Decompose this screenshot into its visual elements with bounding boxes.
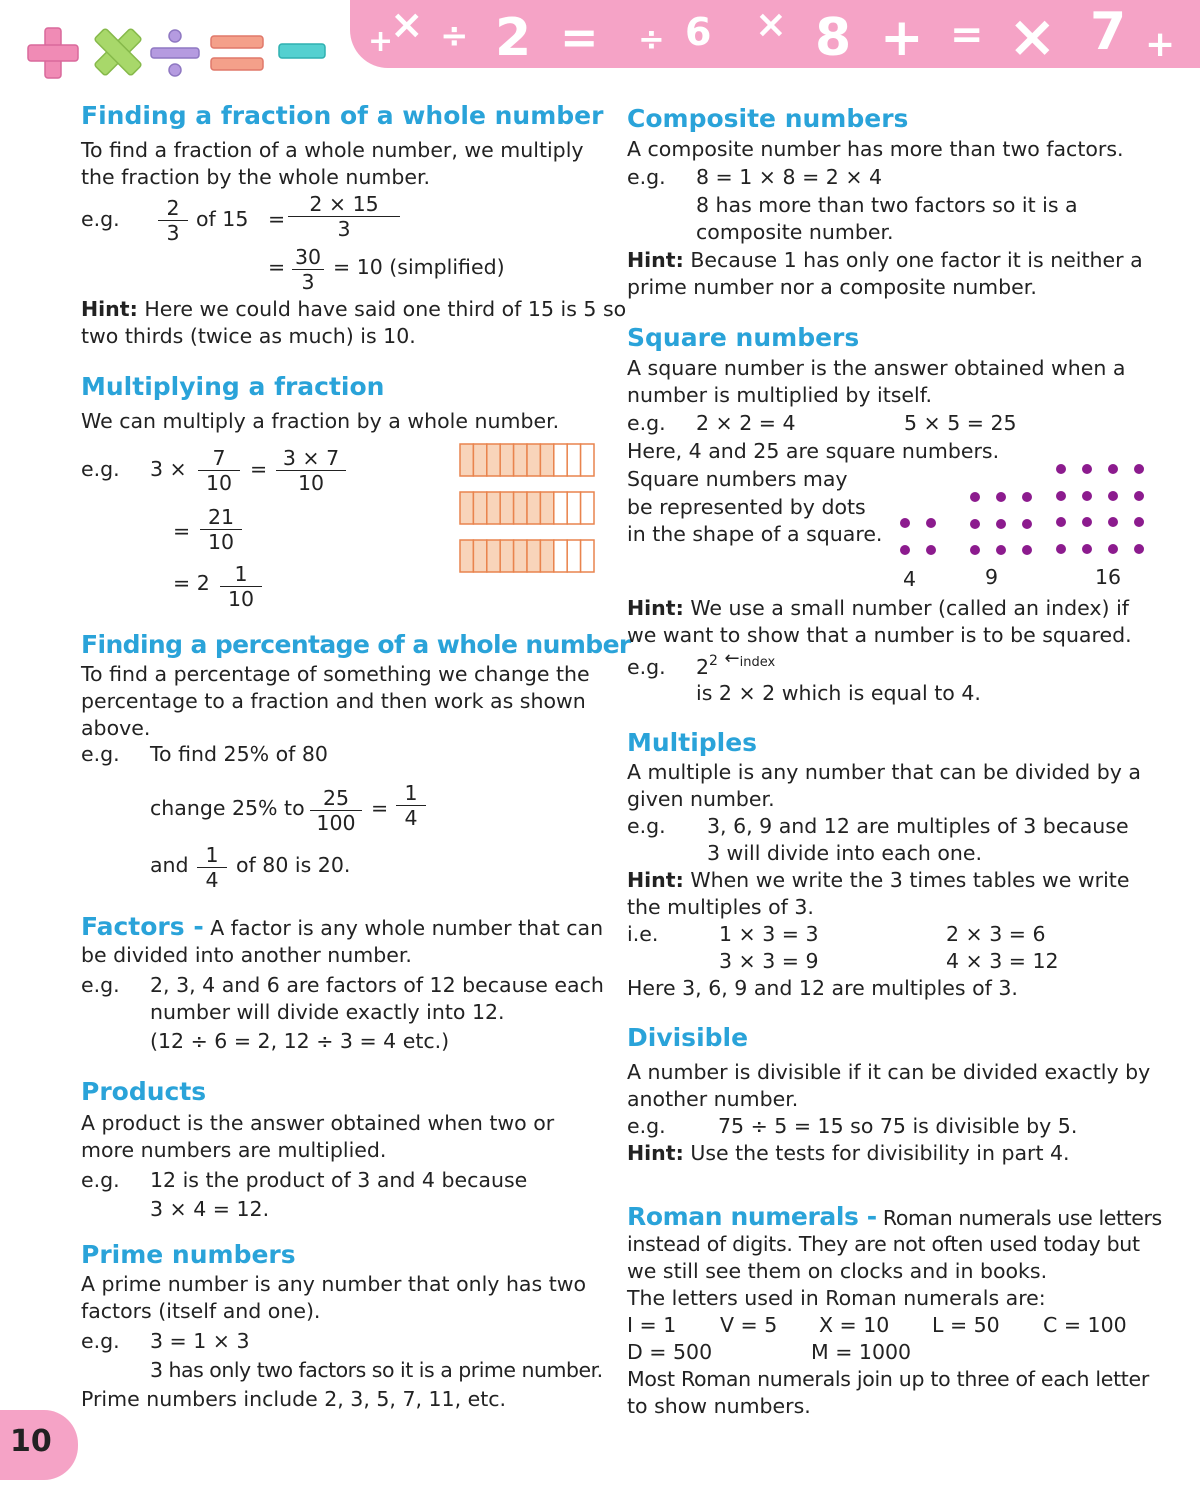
hint-label: Hint:	[627, 868, 684, 892]
hint-label: Hint:	[81, 297, 138, 321]
text: of 80 is 20.	[236, 853, 351, 877]
text: in the shape of a square.	[627, 522, 883, 546]
paragraph-line: the fraction by the whole number.	[81, 165, 431, 189]
paragraph-line: percentage to a fraction and then work as shown	[81, 689, 586, 713]
roman-value: M = 1000	[811, 1340, 912, 1364]
math-symbols-icon	[25, 22, 335, 84]
square-dot	[1022, 492, 1032, 502]
denominator: 3	[337, 217, 351, 241]
heading: Square numbers	[627, 323, 860, 352]
fraction	[288, 192, 400, 241]
text: number will divide exactly into 12.	[150, 1000, 505, 1024]
paragraph-line: The letters used in Roman numerals are:	[627, 1286, 1046, 1310]
paragraph-line: above.	[81, 716, 151, 740]
square-dot	[900, 518, 910, 528]
square-dot	[970, 519, 980, 529]
square-dot	[996, 519, 1006, 529]
banner-six: 6	[685, 10, 712, 54]
hint-text: the multiples of 3.	[627, 895, 814, 919]
minus-icon	[279, 44, 325, 58]
text: = 2	[173, 571, 210, 595]
dot-label: 9	[985, 565, 999, 589]
banner-plus-icon: +	[368, 24, 394, 59]
paragraph-line: be divided into another number.	[81, 943, 412, 967]
hint-text: prime number nor a composite number.	[627, 275, 1037, 299]
square-dot	[900, 545, 910, 555]
square-dot	[1134, 464, 1144, 474]
heading: Composite numbers	[627, 104, 909, 133]
roman-value: L = 50	[932, 1313, 1000, 1337]
heading: Prime numbers	[81, 1240, 296, 1269]
empty-tenth	[581, 444, 594, 476]
square-dot	[1022, 545, 1032, 555]
text: 3 × 4 = 12.	[150, 1197, 270, 1221]
numerator: 1	[396, 781, 426, 806]
square-dot	[970, 492, 980, 502]
banner-equals-icon: =	[560, 10, 599, 64]
square-dot	[1108, 517, 1118, 527]
text: 3 will divide into each one.	[707, 841, 983, 865]
banner-divide-icon: ÷	[638, 20, 665, 58]
text: Prime numbers include 2, 3, 5, 7, 11, etc.	[81, 1387, 507, 1411]
denominator: 4	[205, 868, 219, 892]
empty-tenth	[554, 492, 567, 524]
heading: Products	[81, 1077, 207, 1106]
empty-tenth	[554, 444, 567, 476]
text: 3 ×	[150, 457, 187, 481]
banner-glyphs	[360, 2, 1200, 70]
text: and	[150, 853, 189, 877]
paragraph-line: more numbers are multiplied.	[81, 1138, 387, 1162]
text: 5 × 5 = 25	[904, 411, 1017, 435]
times-icon	[81, 22, 155, 84]
shaded-tenth	[527, 444, 540, 476]
square-dot	[1056, 544, 1066, 554]
text: composite number.	[696, 220, 894, 244]
numerator: 25	[310, 786, 362, 811]
paragraph-line: To find a fraction of a whole number, we multiply	[81, 138, 584, 162]
divide-icon	[151, 30, 199, 76]
banner-eight: 8	[815, 8, 852, 68]
paragraph-line: A product is the answer obtained when two or	[81, 1111, 555, 1135]
banner-divide-icon: ÷	[440, 16, 469, 56]
index-arrow-icon: ←	[724, 648, 740, 669]
paragraph-line: we still see them on clocks and in books.	[627, 1259, 1048, 1283]
numerator: 1	[197, 843, 227, 868]
text: 8 = 1 × 8 = 2 × 4	[696, 165, 883, 189]
square-dot	[1082, 464, 1092, 474]
tenths-bars-diagram	[458, 442, 600, 574]
paragraph-line: instead of digits. They are not often used today but	[627, 1232, 1140, 1256]
text: of 15	[196, 207, 249, 231]
paragraph-line: A prime number is any number that only has two	[81, 1272, 587, 1296]
shaded-tenth	[487, 540, 500, 572]
square-dot	[1022, 519, 1032, 529]
equals-sign: =	[173, 519, 191, 543]
roman-value: C = 100	[1043, 1313, 1127, 1337]
fraction	[220, 562, 262, 611]
paragraph-line: To find a percentage of something we change the	[81, 662, 590, 686]
text: Square numbers may	[627, 467, 848, 491]
empty-tenth	[567, 540, 580, 572]
empty-tenth	[567, 444, 580, 476]
fraction	[310, 786, 362, 835]
text: 12 is the product of 3 and 4 because	[150, 1168, 528, 1192]
numerator: 7	[198, 446, 240, 471]
square-dot	[996, 545, 1006, 555]
banner-two: 2	[495, 8, 532, 68]
shaded-tenth	[487, 492, 500, 524]
shaded-tenth	[473, 492, 486, 524]
shaded-tenth	[527, 540, 540, 572]
numerator: 1	[220, 562, 262, 587]
hint-text: Here we could have said one third of 15 is 5 so	[144, 297, 627, 321]
denominator: 100	[316, 811, 356, 835]
shaded-tenth	[500, 444, 513, 476]
banner-times-icon: ×	[1008, 2, 1057, 70]
square-dot	[1082, 517, 1092, 527]
square-dot	[1134, 544, 1144, 554]
shaded-tenth	[540, 492, 553, 524]
eg-label: e.g.	[627, 814, 666, 838]
paragraph-line: Most Roman numerals join up to three of each letter	[627, 1367, 1149, 1391]
paragraph-line: to show numbers.	[627, 1394, 811, 1418]
banner-times-icon: ×	[390, 2, 424, 48]
text: 3 = 1 × 3	[150, 1329, 250, 1353]
text: is 2 × 2 which is equal to 4.	[696, 681, 981, 705]
shaded-tenth	[514, 540, 527, 572]
shaded-tenth	[540, 540, 553, 572]
shaded-tenth	[527, 492, 540, 524]
text: (12 ÷ 6 = 2, 12 ÷ 3 = 4 etc.)	[150, 1029, 450, 1053]
text: Here, 4 and 25 are square numbers.	[627, 439, 1000, 463]
fraction	[200, 505, 242, 554]
shaded-tenth	[500, 492, 513, 524]
roman-value: I = 1	[627, 1313, 677, 1337]
shaded-tenth	[460, 492, 473, 524]
paragraph-line: factors (itself and one).	[81, 1299, 321, 1323]
roman-value: D = 500	[627, 1340, 713, 1364]
paragraph-line: A composite number has more than two factors.	[627, 137, 1124, 161]
hint-text: Because 1 has only one factor it is neither a	[690, 248, 1143, 272]
text: 8 has more than two factors so it is a	[696, 193, 1078, 217]
banner-plus-icon: +	[1145, 24, 1176, 65]
hint-label: Hint:	[627, 1141, 684, 1165]
roman-value: X = 10	[819, 1313, 890, 1337]
base: 2	[696, 655, 710, 679]
hint-text: When we write the 3 times tables we write	[690, 868, 1130, 892]
square-dot	[1056, 517, 1066, 527]
numerator: 2 × 15	[288, 192, 400, 217]
heading: Finding a fraction of a whole number	[81, 101, 604, 130]
times-table-entry: 2 × 3 = 6	[946, 922, 1046, 946]
result-text: = 10 (simplified)	[333, 255, 505, 279]
heading: Multiples	[627, 728, 758, 757]
denominator: 10	[207, 530, 235, 554]
text: 75 ÷ 5 = 15 so 75 is divisible by 5.	[718, 1114, 1078, 1138]
text: be represented by dots	[627, 495, 866, 519]
numerator: 3 × 7	[276, 446, 346, 471]
shaded-tenth	[540, 444, 553, 476]
denominator: 10	[297, 471, 325, 495]
banner-equals-icon: =	[950, 12, 984, 58]
shaded-tenth	[500, 540, 513, 572]
text: To find 25% of 80	[150, 742, 328, 766]
index-label: index	[739, 655, 776, 670]
square-dot	[996, 492, 1006, 502]
square-dot	[1108, 491, 1118, 501]
text: change 25% to	[150, 796, 305, 820]
square-dot	[1134, 517, 1144, 527]
text: Here 3, 6, 9 and 12 are multiples of 3.	[627, 976, 1018, 1000]
square-dot	[1082, 491, 1092, 501]
eg-label: e.g.	[81, 742, 120, 766]
eg-label: e.g.	[627, 1114, 666, 1138]
hint-label: Hint:	[627, 596, 684, 620]
denominator: 10	[205, 471, 233, 495]
hint-text: We use a small number (called an index) if	[690, 596, 1129, 620]
square-dot	[1108, 544, 1118, 554]
paragraph-line: number is multiplied by itself.	[627, 383, 932, 407]
fraction	[292, 245, 324, 294]
shaded-tenth	[514, 492, 527, 524]
numerator: 21	[200, 505, 242, 530]
ie-label: i.e.	[627, 922, 659, 946]
eg-label: e.g.	[627, 165, 666, 189]
eg-label: e.g.	[81, 1168, 120, 1192]
hint-label: Hint:	[627, 248, 684, 272]
page-number: 10	[10, 1424, 52, 1459]
exponent: 2	[709, 653, 718, 669]
fraction	[276, 446, 346, 495]
times-table-entry: 3 × 3 = 9	[719, 949, 819, 973]
paragraph-line: another number.	[627, 1087, 799, 1111]
denominator: 3	[166, 221, 180, 245]
shaded-tenth	[473, 540, 486, 572]
empty-tenth	[581, 492, 594, 524]
square-dot	[926, 545, 936, 555]
banner-plus-icon: +	[880, 8, 924, 68]
fraction	[197, 843, 227, 892]
shaded-tenth	[460, 444, 473, 476]
heading: Factors -	[81, 912, 204, 941]
paragraph-line: A square number is the answer obtained when a	[627, 356, 1126, 380]
times-table-entry: 4 × 3 = 12	[946, 949, 1059, 973]
eg-label: e.g.	[627, 411, 666, 435]
empty-tenth	[554, 540, 567, 572]
dot-label: 4	[903, 567, 917, 591]
equals-sign: =	[268, 255, 286, 279]
eg-label: e.g.	[81, 973, 120, 997]
text: 2 × 2 = 4	[696, 411, 796, 435]
heading: Finding a percentage of a whole number	[81, 630, 631, 659]
shaded-tenth	[514, 444, 527, 476]
fraction	[198, 446, 240, 495]
square-dot	[1134, 491, 1144, 501]
square-dot	[1056, 491, 1066, 501]
denominator: 10	[227, 587, 255, 611]
equals-icon	[211, 36, 263, 70]
square-dot	[1056, 464, 1066, 474]
paragraph-line: A multiple is any number that can be divided by a	[627, 760, 1141, 784]
fraction	[396, 781, 426, 830]
shaded-tenth	[487, 444, 500, 476]
paragraph-line: We can multiply a fraction by a whole number.	[81, 409, 560, 433]
equals-sign: =	[371, 796, 389, 820]
eg-label: e.g.	[627, 655, 666, 679]
plus-icon	[28, 28, 78, 78]
paragraph-line: given number.	[627, 787, 775, 811]
hint-text: Use the tests for divisibility in part 4.	[690, 1141, 1070, 1165]
eg-label: e.g.	[81, 1329, 120, 1353]
equals-sign: =	[250, 457, 268, 481]
heading: Divisible	[627, 1023, 749, 1052]
numerator: 30	[292, 245, 324, 270]
square-dot	[1082, 544, 1092, 554]
paragraph-line: A factor is any whole number that can	[210, 916, 604, 940]
text: 3, 6, 9 and 12 are multiples of 3 because	[707, 814, 1129, 838]
square-dot	[970, 545, 980, 555]
denominator: 4	[404, 806, 418, 830]
shaded-tenth	[473, 444, 486, 476]
banner-times-icon: ×	[755, 2, 787, 46]
square-dot	[926, 518, 936, 528]
fraction	[158, 196, 188, 245]
heading: Multiplying a fraction	[81, 372, 385, 401]
numerator: 2	[158, 196, 188, 221]
eg-label: e.g.	[81, 207, 120, 231]
shaded-tenth	[460, 540, 473, 572]
denominator: 3	[301, 270, 315, 294]
banner-seven: 7	[1090, 2, 1127, 62]
square-dot	[1108, 464, 1118, 474]
text: 3 has only two factors so it is a prime number.	[150, 1358, 603, 1382]
equals-sign: =	[268, 207, 286, 231]
hint-text: two thirds (twice as much) is 10.	[81, 324, 416, 348]
paragraph-line: Roman numerals use letters	[882, 1206, 1162, 1230]
paragraph-line: A number is divisible if it can be divided exactly by	[627, 1060, 1151, 1084]
times-table-entry: 1 × 3 = 3	[719, 922, 819, 946]
roman-value: V = 5	[720, 1313, 778, 1337]
empty-tenth	[581, 540, 594, 572]
dot-label: 16	[1095, 565, 1122, 589]
heading: Roman numerals -	[627, 1202, 877, 1231]
empty-tenth	[567, 492, 580, 524]
text: 2, 3, 4 and 6 are factors of 12 because each	[150, 973, 604, 997]
eg-label: e.g.	[81, 457, 120, 481]
hint-text: we want to show that a number is to be squared.	[627, 623, 1132, 647]
